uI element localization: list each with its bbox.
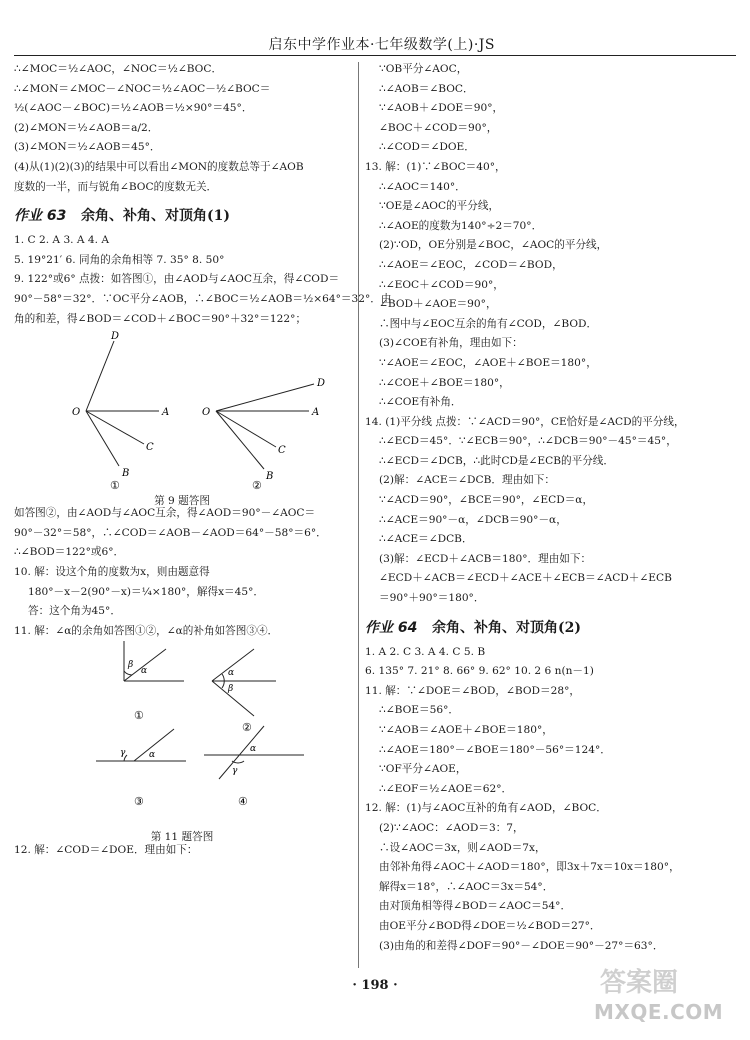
- ray-oc: [86, 411, 144, 444]
- text-line: (3)∠MON＝½∠AOB＝45°．: [14, 141, 161, 154]
- text-line: ∴∠AOE＝∠EOC，∠COD＝∠BOD，: [379, 258, 563, 271]
- text-line: (3)∠COE有补角，理由如下：: [379, 337, 523, 350]
- text-line: ∴∠ECD＝45°．∵∠ECB＝90°，∴∠DCB＝90°－45°＝45°，: [379, 435, 677, 448]
- text-line: 12. 解：∠COD＝∠DOE．理由如下：: [14, 844, 198, 857]
- fig11-alpha-2: α: [228, 668, 235, 679]
- text-line: ∵∠AOE＝∠EOC，∠AOE＋∠BOE＝180°，: [379, 356, 597, 369]
- text-line: 1. C 2. A 3. A 4. A: [14, 234, 110, 247]
- label-o: O: [72, 407, 81, 419]
- label-d-2: D: [317, 378, 326, 390]
- text-line: 6. 135° 7. 21° 8. 66° 9. 62° 10. 2 6 n(n－1): [365, 665, 594, 678]
- column-divider: [358, 62, 359, 968]
- fig11-num-1: ①: [134, 709, 144, 723]
- section-label: 作业 64: [365, 619, 418, 636]
- section-label: 作业 63: [14, 208, 67, 225]
- text-line: 10. 解：设这个角的度数为x，则由题意得: [14, 565, 210, 578]
- section-title: 余角、补角、对顶角(1): [80, 208, 230, 225]
- label-c: C: [146, 442, 154, 454]
- text-line: 5. 19°21′ 6. 同角的余角相等 7. 35° 8. 50°: [14, 253, 225, 266]
- fig11-num-3: ③: [134, 795, 144, 809]
- label-b: B: [122, 468, 130, 480]
- text-line: 如答图②，由∠AOD与∠AOC互余，得∠AOD＝90°－∠AOC＝: [14, 507, 316, 520]
- label-b-2: B: [266, 471, 274, 483]
- text-line: ∵∠AOB＝∠AOE＋∠BOE＝180°，: [379, 724, 553, 736]
- text-line: ∠BOD＋∠AOE＝90°，: [379, 298, 497, 311]
- text-line: 角的和差，得∠BOD＝∠COD＋∠BOC＝90°＋32°＝122°；: [14, 312, 307, 325]
- text-line: ∴∠ECD＝∠DCB，∴此时CD是∠ECB的平分线．: [379, 454, 614, 467]
- text-line: ∴∠AOB＝∠BOC．: [379, 82, 474, 95]
- label-a: A: [162, 407, 170, 419]
- ray-od: [86, 341, 114, 411]
- text-line: ∠ECD＋∠ACB＝∠ECD＋∠ACE＋∠ECB＝∠ACD＋∠ECB: [379, 572, 672, 585]
- text-line: ∵OF平分∠AOE，: [379, 763, 467, 776]
- text-line: (3)解：∠ECD＋∠ACB＝180°．理由如下：: [379, 552, 592, 565]
- text-line: ∴∠COD＝∠DOE．: [379, 141, 475, 154]
- page-header: [0, 0, 750, 60]
- text-line: 度数的一半，而与锐角∠BOC的度数无关．: [14, 180, 218, 193]
- text-line: ∴∠BOE＝56°．: [379, 704, 459, 717]
- figure-9-diagram: [14, 329, 350, 493]
- left-text-block-b: [14, 231, 392, 329]
- text-line: ½(∠AOC－∠BOC)＝½∠AOB＝½×90°＝45°．: [14, 102, 253, 115]
- figure-11-caption: 第 11 题答图: [150, 831, 214, 844]
- fig11-alpha: α: [141, 666, 148, 677]
- ray-ob: [86, 411, 119, 466]
- fig11-num-2: ②: [242, 721, 252, 735]
- figure-11: [14, 641, 350, 844]
- fig11-1-arc: [124, 671, 132, 675]
- text-line: 答：这个角为45°．: [28, 605, 121, 618]
- label-a-2: A: [312, 407, 320, 419]
- text-line: 解得x＝18°，∴∠AOC＝3x＝54°．: [379, 880, 554, 893]
- text-line: 14. (1)平分线 点拨：∵∠ACD＝90°，CE恰好是∠ACD的平分线，: [365, 415, 685, 428]
- text-line: ∴设∠AOC＝3x，则∠AOD＝7x，: [379, 841, 546, 854]
- ray-ob-2: [216, 411, 264, 469]
- text-line: ∴∠ACE＝∠DCB．: [379, 533, 473, 546]
- section-heading-64: [365, 617, 740, 639]
- fig9-num-1: ①: [110, 479, 120, 493]
- left-text-block-c: [14, 504, 350, 641]
- text-line: 由对顶角相等得∠BOD＝∠AOC＝54°．: [379, 900, 572, 913]
- text-line: (4)从(1)(2)(3)的结果中可以看出∠MON的度数总等于∠AOB: [14, 160, 304, 173]
- text-line: ∴∠COE有补角．: [379, 396, 462, 409]
- text-line: 由OE平分∠BOD得∠DOE＝½∠BOD＝27°．: [379, 919, 601, 932]
- page-number: · 198 ·: [352, 978, 398, 993]
- text-line: ∴∠MOC＝½∠AOC，∠NOC＝½∠BOC．: [14, 63, 223, 75]
- text-line: 由邻补角得∠AOC＋∠AOD＝180°，即3x＋7x＝10x＝180°，: [379, 861, 680, 874]
- watermark-site: MXQE.COM: [594, 1000, 724, 1024]
- text-line: 1. A 2. C 3. A 4. C 5. B: [365, 645, 486, 658]
- fig11-gamma-2: γ: [232, 766, 238, 777]
- figure-9: [14, 329, 350, 508]
- text-line: 90°－32°＝58°，∴∠COD＝∠AOB－∠AOD＝64°－58°＝6°．: [14, 526, 327, 539]
- text-line: (3)由角的和差得∠DOF＝90°－∠DOE＝90°－27°＝63°．: [379, 939, 664, 952]
- text-line: ∴∠MON＝∠MOC－∠NOC＝½∠AOC－½∠BOC＝: [14, 82, 271, 95]
- right-text-block-b: [365, 643, 740, 957]
- watermark: [594, 962, 734, 1034]
- text-line: ∴∠ACE＝90°－α，∠DCB＝90°－α，: [379, 513, 567, 526]
- text-line: ∵OE是∠AOC的平分线，: [379, 200, 500, 213]
- label-d: D: [111, 331, 120, 343]
- text-line: 90°－58°＝32°．∵OC平分∠AOB，∴∠BOC＝½∠AOB＝½×64°＝32°．由: [14, 292, 392, 305]
- text-line: (2)∠MON＝½∠AOB＝a/2．: [14, 121, 159, 134]
- fig11-alpha-3: α: [149, 750, 156, 761]
- text-line: ∴∠EOF＝½∠AOE＝62°．: [379, 782, 513, 795]
- book-title: 启东中学作业本·七年级数学(上)·JS: [268, 37, 495, 53]
- text-line: 9. 122°或6° 点拨：如答图①，由∠AOD与∠AOC互余，得∠COD＝: [14, 273, 340, 286]
- text-line: ∵∠ACD＝90°，∠BCE＝90°，∠ECD＝α，: [379, 494, 594, 507]
- right-column: [365, 60, 740, 965]
- fig11-num-4: ④: [238, 795, 248, 809]
- text-line: (2)解：∠ACE＝∠DCB．理由如下：: [379, 474, 555, 487]
- ray-oc-2: [216, 411, 276, 447]
- text-line: ∴∠COE＋∠BOE＝180°，: [379, 376, 510, 389]
- text-line: ∴∠EOC＋∠COD＝90°，: [379, 278, 504, 291]
- section-title: 余角、补角、对顶角(2): [431, 619, 581, 636]
- text-line: 12. 解：(1)与∠AOC互补的角有∠AOD，∠BOC．: [365, 802, 607, 815]
- text-line: ∴图中与∠EOC互余的角有∠COD，∠BOD．: [379, 317, 598, 330]
- text-line: 11. 解：∵∠DOE＝∠BOD，∠BOD＝28°，: [365, 684, 581, 697]
- text-line: ∴∠AOE的度数为140°÷2＝70°．: [379, 219, 543, 232]
- fig11-beta-2: β: [228, 684, 234, 695]
- left-text-block-a: [14, 60, 350, 197]
- text-line: 180°－x－2(90°－x)＝¼×180°，解得x＝45°．: [28, 585, 265, 598]
- label-c-2: C: [278, 445, 286, 457]
- text-line: 11. 解：∠α的余角如答图①②，∠α的补角如答图③④．: [14, 624, 279, 637]
- fig9-num-2: ②: [252, 479, 262, 493]
- watermark-logo: 答案圈: [600, 968, 679, 998]
- section-heading-63: [14, 205, 350, 227]
- fig11-beta: β: [128, 660, 134, 671]
- text-line: ∴∠AOE＝180°－∠BOE＝180°－56°＝124°．: [379, 743, 611, 756]
- ray-od-2: [216, 384, 314, 411]
- figure-11-diagram: [14, 641, 350, 825]
- figure-9-caption: 第 9 题答图: [154, 495, 210, 508]
- text-line: ∠BOC＋∠COD＝90°，: [379, 121, 498, 134]
- fig11-gamma: γ: [120, 748, 126, 759]
- text-line: ∵∠AOB＋∠DOE＝90°，: [379, 102, 504, 115]
- text-line: ∴∠AOC＝140°．: [379, 180, 466, 193]
- right-text-block-a: [365, 60, 740, 609]
- text-line: ∵OB平分∠AOC，: [379, 63, 468, 75]
- header-rule: [14, 55, 736, 56]
- fig11-alpha-4: α: [250, 744, 257, 755]
- text-line: ＝90°＋90°＝180°．: [379, 592, 485, 605]
- text-line: (2)∵∠AOC：∠AOD＝3：7，: [379, 821, 524, 834]
- text-line: ∴∠BOD＝122°或6°．: [14, 546, 125, 559]
- text-line: (2)∵OD，OE分别是∠BOC，∠AOC的平分线，: [379, 239, 608, 252]
- text-line: 13. 解：(1)∵∠BOC＝40°，: [365, 160, 506, 173]
- label-o-2: O: [202, 407, 211, 419]
